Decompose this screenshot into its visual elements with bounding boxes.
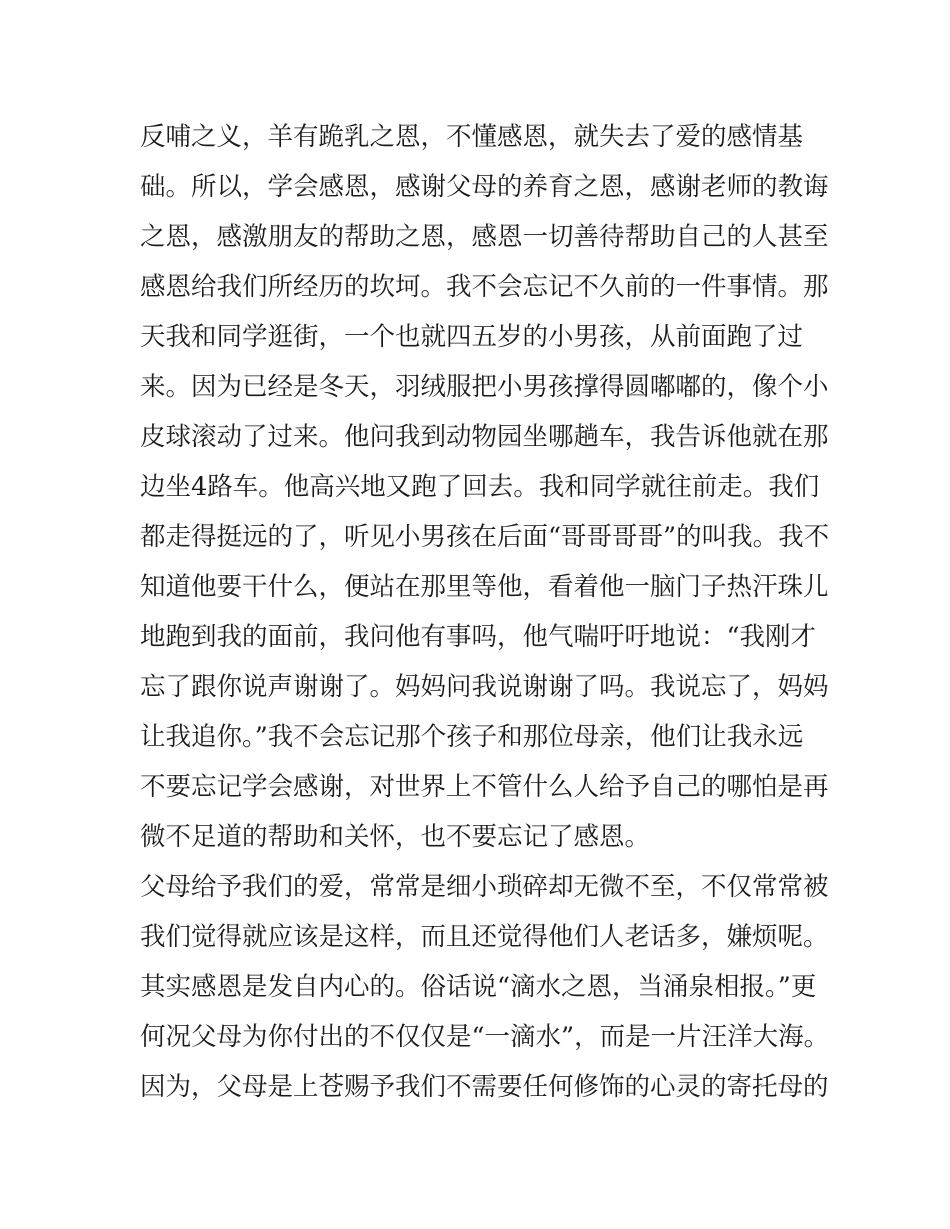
text-line: 知道他要干什么，便站在那里等他，看着他一脑门子热汗珠儿 <box>140 572 829 602</box>
text-line: 微不足道的帮助和关怀，也不要忘记了感恩。 <box>140 822 651 852</box>
text-line: 父母给予我们的爱，常常是细小琐碎却无微不至，不仅常常被 <box>140 872 829 902</box>
text-line: 之恩，感激朋友的帮助之恩，感恩一切善待帮助自己的人甚至 <box>140 222 829 252</box>
text-line: 天我和同学逛街，一个也就四五岁的小男孩，从前面跑了过 <box>140 322 804 352</box>
text-line: 反哺之义，羊有跪乳之恩，不懂感恩，就失去了爱的感情基 <box>140 122 804 152</box>
text-line: 边坐4路车。他高兴地又跑了回去。我和同学就往前走。我们 <box>140 472 820 502</box>
text-line: 皮球滚动了过来。他问我到动物园坐哪趟车，我告诉他就在那 <box>140 422 829 452</box>
text-line: 我们觉得就应该是这样，而且还觉得他们人老话多，嫌烦呢。 <box>140 922 829 952</box>
text-line: 忘了跟你说声谢谢了。妈妈问我说谢谢了吗。我说忘了，妈妈 <box>140 672 829 702</box>
text-line: 来。因为已经是冬天，羽绒服把小男孩撑得圆嘟嘟的，像个小 <box>140 372 829 402</box>
text-line: 地跑到我的面前，我问他有事吗，他气喘吁吁地说：“我刚才 <box>140 622 817 652</box>
text-line: 因为，父母是上苍赐予我们不需要任何修饰的心灵的寄托母的 <box>140 1072 829 1102</box>
text-line: 础。所以，学会感恩，感谢父母的养育之恩，感谢老师的教诲 <box>140 172 829 202</box>
text-line: 感恩给我们所经历的坎坷。我不会忘记不久前的一件事情。那 <box>140 272 829 302</box>
text-line: 让我追你。”我不会忘记那个孩子和那位母亲，他们让我永远 <box>140 722 804 752</box>
text-line: 都走得挺远的了，听见小男孩在后面“哥哥哥哥”的叫我。我不 <box>140 522 830 552</box>
text-line: 其实感恩是发自内心的。俗话说“滴水之恩，当涌泉相报。”更 <box>140 972 817 1002</box>
text-line: 何况父母为你付出的不仅仅是“一滴水”，而是一片汪洋大海。 <box>140 1022 830 1052</box>
text-line: 不要忘记学会感谢，对世界上不管什么人给予自己的哪怕是再 <box>140 772 829 802</box>
body-text <box>140 112 830 1112</box>
